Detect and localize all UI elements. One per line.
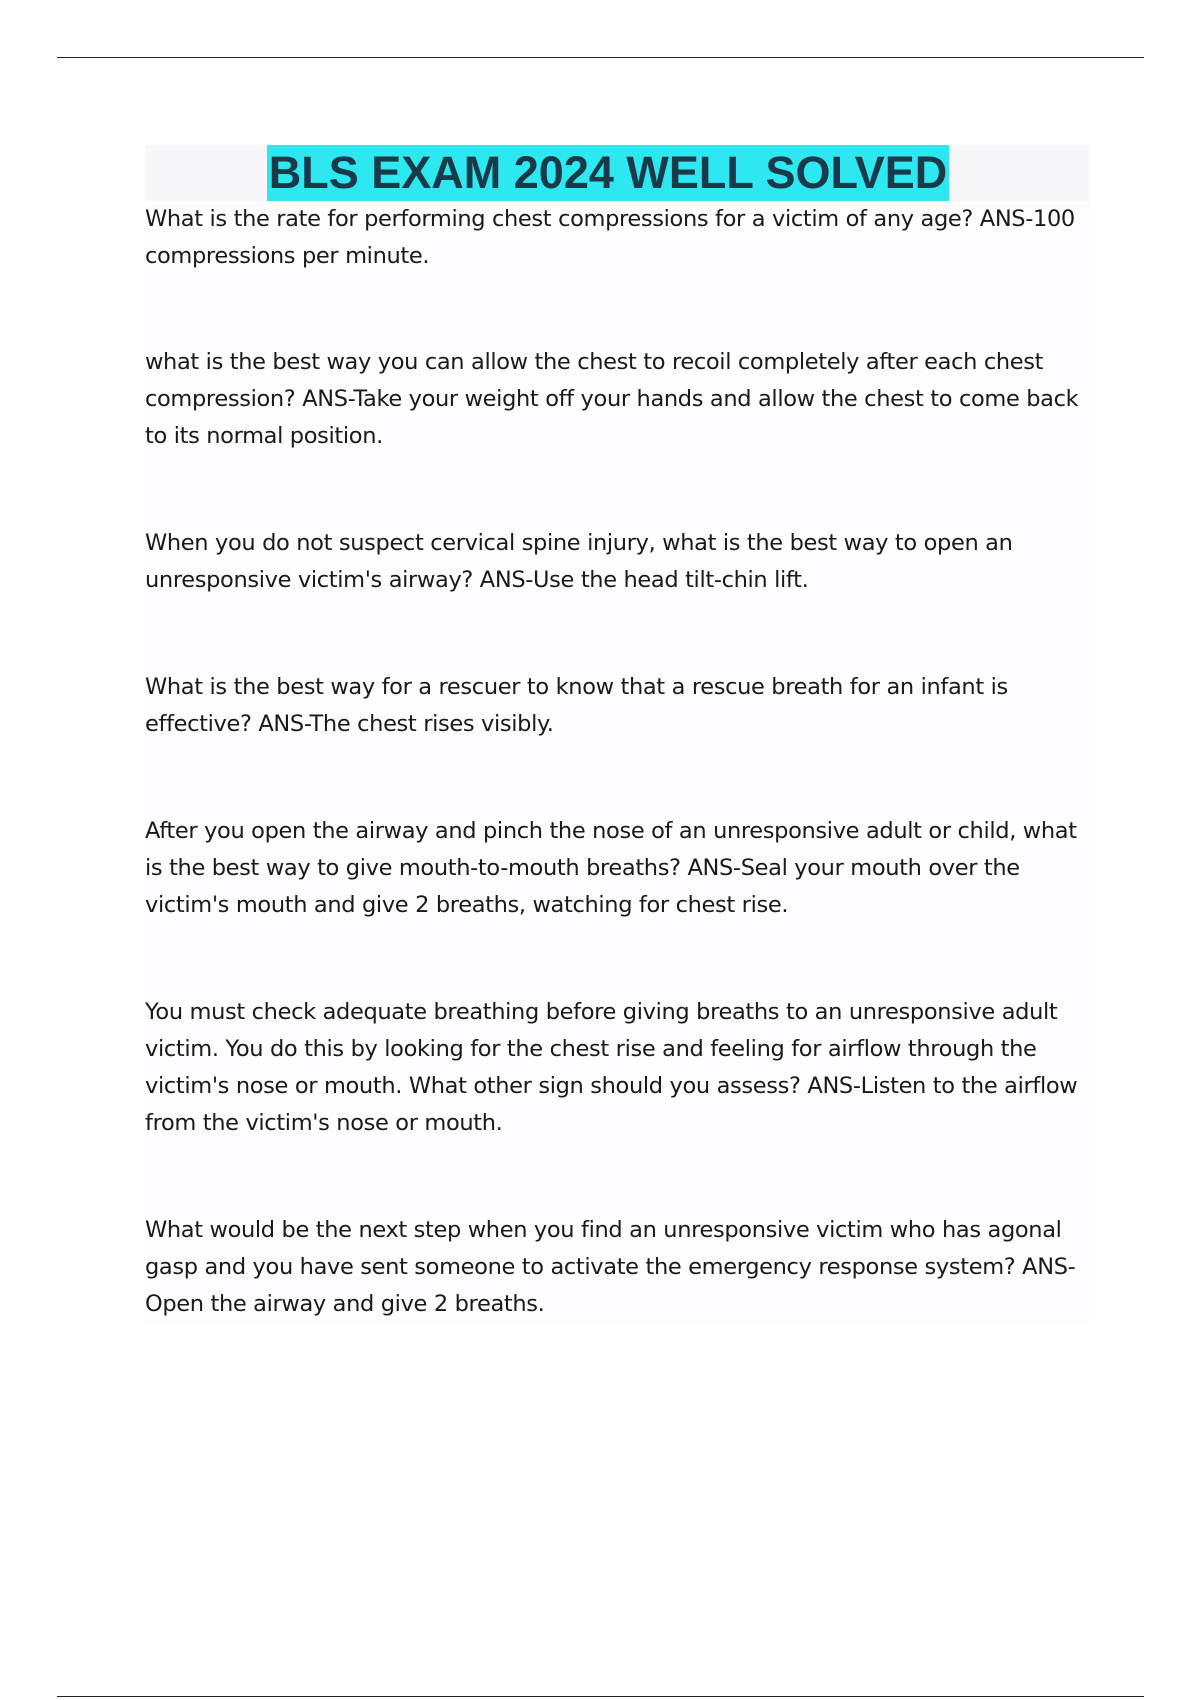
qa-item: what is the best way you can allow the chest to recoil completely after each chest compression? ANS-Take your weight off your hands and allow the chest to come back to its normal position. xyxy=(145,349,1079,449)
document-body xyxy=(145,145,1089,1323)
document-title: BLS EXAM 2024 WELL SOLVED xyxy=(267,145,949,201)
qa-item: After you open the airway and pinch the nose of an unresponsive adult or child, what is the best way to give mouth-to-mouth breaths? ANS-Seal your mouth over the victim's mouth and give 2 breaths, watching for chest rise. xyxy=(145,818,1077,918)
bottom-rule xyxy=(57,1696,1144,1697)
qa-list xyxy=(145,201,1089,1323)
title-band xyxy=(145,145,1089,201)
qa-item: When you do not suspect cervical spine injury, what is the best way to open an unresponsive victim's airway? ANS-Use the head tilt-chin lift. xyxy=(145,530,1013,593)
qa-item: What is the best way for a rescuer to know that a rescue breath for an infant is effective? ANS-The chest rises visibly. xyxy=(145,674,1008,737)
top-rule xyxy=(57,57,1144,58)
qa-item: What would be the next step when you find an unresponsive victim who has agonal gasp and you have sent someone to activate the emergency response system? ANS-Open the airway and give 2 breaths. xyxy=(145,1217,1076,1317)
qa-item: What is the rate for performing chest compressions for a victim of any age? ANS-100 compressions per minute. xyxy=(145,206,1075,269)
qa-item: You must check adequate breathing before giving breaths to an unresponsive adult victim. You do this by looking for the chest rise and feeling for airflow through the victim's nose or mouth. What other sign should you assess? ANS-Listen to the airflow from the victim's nose or mouth. xyxy=(145,999,1078,1136)
